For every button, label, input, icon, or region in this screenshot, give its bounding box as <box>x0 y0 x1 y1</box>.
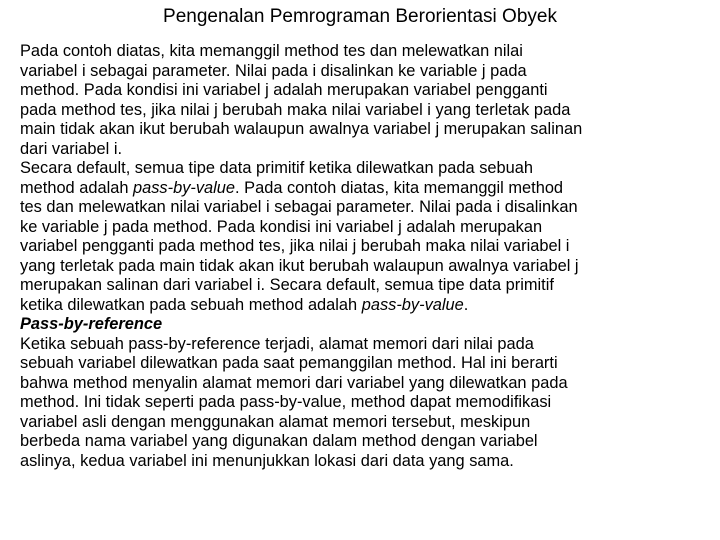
text-line: Pada contoh diatas, kita memanggil method tes dan melewatkan nilai <box>20 42 523 60</box>
text-line: yang terletak pada main tidak akan ikut berubah walaupun awalnya variabel j <box>20 256 579 275</box>
text-line: berbeda nama variabel yang digunakan dalam method dengan variabel <box>20 432 538 450</box>
text-line: bahwa method menyalin alamat memori dari variabel yang dilewatkan pada <box>20 373 568 392</box>
text-line <box>20 296 710 316</box>
text-line: variabel i sebagai parameter. Nilai pada i disalinkan ke variable j pada <box>20 61 527 80</box>
text-line: aslinya, kedua variabel ini menunjukkan lokasi dari data yang sama. <box>20 451 514 470</box>
text-segment: method adalah <box>20 178 133 197</box>
text-line: method. Pada kondisi ini variabel j adalah merupakan variabel pengganti <box>20 81 548 99</box>
text-line: dari variabel i. <box>20 139 123 158</box>
text-line: method. Ini tidak seperti pada pass-by-value, method dapat memodifikasi <box>20 393 552 411</box>
slide-body <box>20 42 710 471</box>
text-line <box>20 179 710 199</box>
text-segment: ketika dilewatkan pada sebuah method adalah <box>20 295 362 314</box>
slide-title: Pengenalan Pemrograman Berorientasi Obyek <box>163 6 557 27</box>
section-heading: Pass-by-reference <box>20 315 163 333</box>
text-segment: . <box>463 295 469 314</box>
emphasis-term: pass-by-value <box>361 295 464 314</box>
section-heading-pass-by-reference <box>20 315 710 335</box>
text-line: main tidak akan ikut berubah walaupun awalnya variabel j merupakan salinan <box>20 120 583 138</box>
text-line: pada method tes, jika nilai j berubah maka nilai variabel i yang terletak pada <box>20 100 571 119</box>
text-line: Secara default, semua tipe data primitif ketika dilewatkan pada sebuah <box>20 159 533 177</box>
text-line: tes dan melewatkan nilai variabel i sebagai parameter. Nilai pada i disalinkan <box>20 198 578 216</box>
paragraph-2 <box>20 159 710 315</box>
text-line: ke variable j pada method. Pada kondisi ini variabel j adalah merupakan <box>20 217 543 236</box>
paragraph-3 <box>20 335 710 472</box>
text-segment: . Pada contoh diatas, kita memanggil method <box>235 178 564 197</box>
text-line: merupakan salinan dari variabel i. Secara default, semua tipe data primitif <box>20 276 554 294</box>
text-line: sebuah variabel dilewatkan pada saat pemanggilan method. Hal ini berarti <box>20 354 558 372</box>
paragraph-1 <box>20 42 710 159</box>
text-line: variabel pengganti pada method tes, jika nilai j berubah maka nilai variabel i <box>20 237 570 255</box>
text-line: Ketika sebuah pass-by-reference terjadi, alamat memori dari nilai pada <box>20 334 534 353</box>
text-line: variabel asli dengan menggunakan alamat memori tersebut, meskipun <box>20 412 531 431</box>
emphasis-term: pass-by-value <box>133 178 236 197</box>
